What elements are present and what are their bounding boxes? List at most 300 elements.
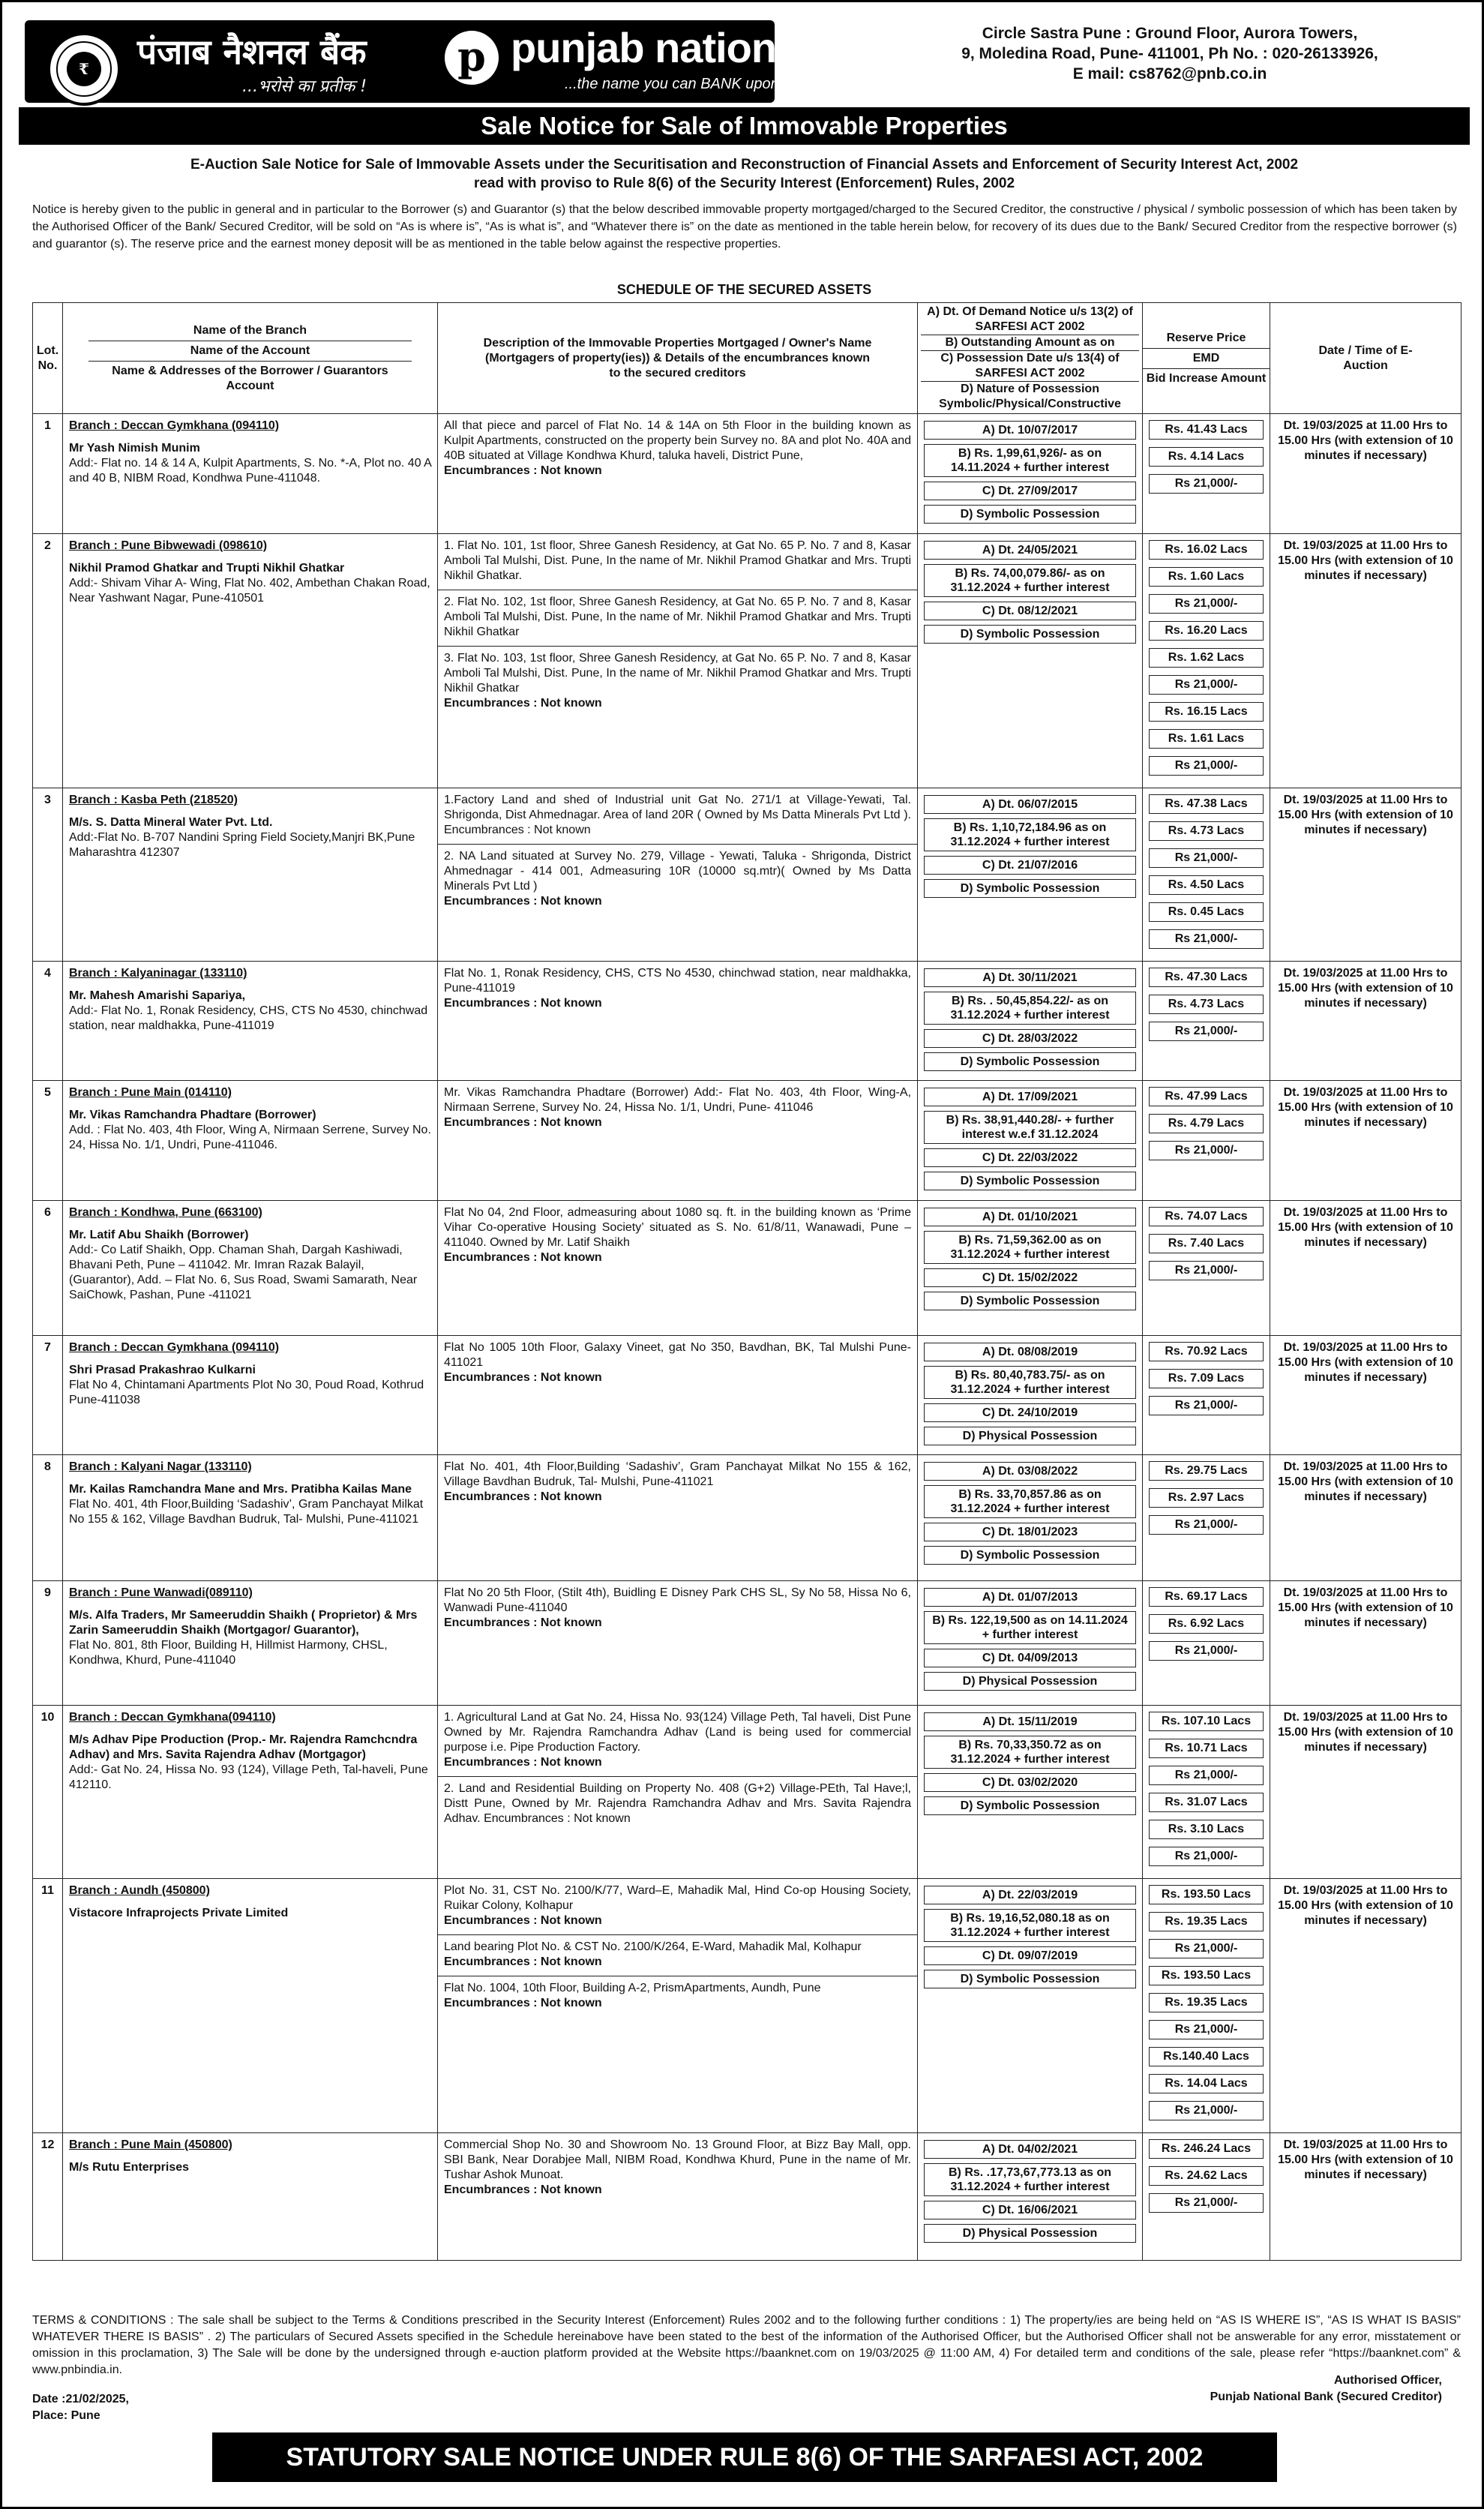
subtitle-line: read with proviso to Rule 8(6) of the Security Interest (Enforcement) Rules, 2002 [473, 176, 1015, 191]
borrower-cell [63, 2133, 438, 2261]
table-body [33, 414, 1462, 2261]
reserve-price: Rs. 47.38 Lacs [1149, 794, 1264, 814]
possession-nature: D) Symbolic Possession [924, 1052, 1136, 1071]
auction-date: Dt. 19/03/2025 at 11.00 Hrs to 15.00 Hrs (with extension of 10 minutes if necessary) [1270, 962, 1462, 1081]
property-item [444, 539, 911, 584]
auction-date: Dt. 19/03/2025 at 11.00 Hrs to 15.00 Hrs (with extension of 10 minutes if necessary) [1270, 1706, 1462, 1879]
subtitle-line: E-Auction Sale Notice for Sale of Immovable Assets under the Securitisation and Reconstruction of Financial Assets and Enforcement of Security Interest Act, 2002 [190, 157, 1299, 173]
emd-amount: Rs. 14.04 Lacs [1149, 2074, 1264, 2093]
emd-amount: Rs. 0.45 Lacs [1149, 902, 1264, 922]
possession-date: C) Dt. 16/06/2021 [924, 2201, 1136, 2219]
bank-logo-banner [25, 20, 916, 103]
reserve-cell [1143, 1201, 1270, 1336]
page-title: Sale Notice for Sale of Immovable Properties [19, 107, 1470, 145]
reserve-price: Rs. 74.07 Lacs [1149, 1207, 1264, 1226]
possession-date: C) Dt. 08/12/2021 [924, 602, 1136, 620]
lot-number: 9 [33, 1581, 63, 1706]
bid-increase: Rs 21,000/- [1149, 1766, 1264, 1785]
encumbrances: Encumbrances : Not known [444, 697, 602, 710]
reserve-group [1149, 1342, 1264, 1415]
property-item [438, 590, 917, 640]
property-item [438, 1934, 917, 1970]
bid-increase: Rs 21,000/- [1149, 1939, 1264, 1958]
branch-name: Branch : Aundh (450800) [69, 1884, 210, 1897]
encumbrances: Encumbrances : Not known [444, 895, 602, 908]
account-name: Vistacore Infraprojects Private Limited [69, 1907, 289, 1919]
property-description: Flat No. 1004, 10th Floor, Building A-2, PrismApartments, Aundh, Pune [444, 1982, 821, 1994]
subtitle [19, 155, 1470, 193]
demand-notice-date: A) Dt. 30/11/2021 [924, 968, 1136, 987]
dates-cell [918, 962, 1143, 1081]
outstanding-amount: B) Rs. . 50,45,854.22/- as on 31.12.2024 + further interest [924, 992, 1136, 1025]
demand-notice-date: A) Dt. 10/07/2017 [924, 421, 1136, 440]
lot-number: 12 [33, 2133, 63, 2261]
possession-date: C) Dt. 03/02/2020 [924, 1773, 1136, 1792]
encumbrances: Encumbrances : Not known [444, 1914, 602, 1927]
header-branch: Name of the Branch [88, 321, 412, 341]
table-row [33, 1879, 1462, 2133]
property-description: 1.Factory Land and shed of Industrial unit Gat No. 271/1 at Village-Yewati, Tal. Shrigonda, Dist Ahmednagar. Area of land 20R ( Owned by Ms Datta Minerals Pvt Ltd ). Encumbrances : Not known [444, 794, 911, 836]
reserve-group [1149, 2047, 1264, 2120]
property-item [444, 1586, 911, 1631]
dates-cell [918, 1455, 1143, 1581]
emd-amount: Rs. 1.61 Lacs [1149, 729, 1264, 749]
possession-nature: D) Symbolic Possession [924, 1292, 1136, 1310]
possession-nature: D) Symbolic Possession [924, 1796, 1136, 1815]
bank-name-hindi: पंजाब नैशनल बैंक [137, 32, 367, 72]
possession-nature: D) Symbolic Possession [924, 879, 1136, 898]
reserve-price: Rs. 193.50 Lacs [1149, 1885, 1264, 1904]
reserve-cell [1143, 1336, 1270, 1455]
reserve-cell [1143, 1581, 1270, 1706]
property-item [444, 419, 911, 479]
reserve-cell [1143, 2133, 1270, 2261]
property-cell [438, 534, 918, 788]
reserve-group [1149, 1966, 1264, 2039]
possession-date: C) Dt. 09/07/2019 [924, 1946, 1136, 1965]
demand-notice-date: A) Dt. 03/08/2022 [924, 1462, 1136, 1481]
bid-increase: Rs 21,000/- [1149, 2101, 1264, 2120]
bid-increase: Rs 21,000/- [1149, 594, 1264, 614]
reserve-cell [1143, 1081, 1270, 1201]
demand-notice-date: A) Dt. 04/02/2021 [924, 2140, 1136, 2159]
reserve-group [1149, 540, 1264, 614]
branch-name: Branch : Deccan Gymkhana (094110) [69, 1341, 280, 1354]
encumbrances: Encumbrances : Not known [444, 1756, 602, 1769]
reserve-price: Rs. 4.50 Lacs [1149, 875, 1264, 895]
encumbrances: Encumbrances : Not known [444, 1251, 602, 1264]
property-item [444, 1460, 911, 1505]
borrower-cell [63, 1201, 438, 1336]
property-description: Flat No 1005 10th Floor, Galaxy Vineet, gat No 350, Bavdhan, BK, Tal Mulshi Pune-411021 [444, 1341, 911, 1369]
property-description: Flat No 20 5th Floor, (Stilt 4th), Buidling E Disney Park CHS SL, Sy No 58, Hissa No 6, Wanwadi Pune-411040 [444, 1586, 911, 1614]
reserve-price: Rs. 16.15 Lacs [1149, 702, 1264, 722]
reserve-cell [1143, 1706, 1270, 1879]
emd-amount: Rs. 4.79 Lacs [1149, 1114, 1264, 1133]
property-cell [438, 1201, 918, 1336]
property-description: 3. Flat No. 103, 1st floor, Shree Ganesh Residency, at Gat No. 65 P. No. 7 and 8, Kasar Amboli Tal Mulshi, Dist. Pune, In the name of Mr. Nikhil Pramod Ghatkar and Mrs. Trupti Nikhil Ghatkar [444, 652, 911, 695]
borrower-address: Add:- Flat no. 14 & 14 A, Kulpit Apartments, S. No. *-A, Plot no. 40 A and 40 B, NIBM Road, Kondhwa Pune-411048. [69, 457, 431, 485]
dates-cell [918, 1201, 1143, 1336]
reserve-price: Rs. 69.17 Lacs [1149, 1587, 1264, 1607]
table-header-row [33, 303, 1462, 414]
encumbrances: Encumbrances : Not known [444, 997, 602, 1010]
emd-amount: Rs. 7.40 Lacs [1149, 1234, 1264, 1253]
reserve-group [1149, 420, 1264, 494]
emd-amount: Rs. 3.10 Lacs [1149, 1820, 1264, 1839]
header-reserve: Reserve Price [1143, 329, 1270, 349]
auction-date: Dt. 19/03/2025 at 11.00 Hrs to 15.00 Hrs (with extension of 10 minutes if necessary) [1270, 1201, 1462, 1336]
reserve-price: Rs. 193.50 Lacs [1149, 1966, 1264, 1985]
col-header-reserve [1143, 303, 1270, 414]
notice-paragraph: Notice is hereby given to the public in general and in particular to the Borrower (s) and Guarantor (s) that the below described immovable property mortgaged/charged to the Secured Creditor, the constructive / physical / symbolic possession of which has been taken by the Authorised Officer of the Bank/ Secured Creditor, will be sold on “As is where is”, “As is what is”, and “Whatever there is” on the date as mentioned in the table herein below, for recovery of its dues due to the Bank/ Secured Creditor from the respective borrower (s) and guarantor (s). The reserve price and the earnest money deposit will be as mentioned in the table below against the respective properties. [32, 203, 1457, 251]
reserve-cell [1143, 788, 1270, 962]
dates-cell [918, 1336, 1143, 1455]
possession-date: C) Dt. 28/03/2022 [924, 1029, 1136, 1048]
borrower-cell [63, 788, 438, 962]
circle-email: E mail: cs8762@pnb.co.in [1072, 65, 1267, 83]
table-row [33, 1201, 1462, 1336]
table-row [33, 788, 1462, 962]
account-name: Mr. Mahesh Amarishi Sapariya, [69, 989, 246, 1002]
header-bid: Bid Increase Amount [1146, 371, 1267, 385]
property-item [444, 1710, 911, 1770]
dates-cell [918, 1879, 1143, 2133]
property-description: 2. Flat No. 102, 1st floor, Shree Ganesh Residency, at Gat No. 65 P. No. 7 and 8, Kasar Amboli Tal Mulshi, Dist. Pune, In the name of Mr. Nikhil Pramod Ghatkar and Mrs. Trupti Nikhil Ghatkar [444, 596, 911, 638]
branch-name: Branch : Kondhwa, Pune (663100) [69, 1206, 262, 1219]
header-account: Name of the Account [88, 341, 412, 362]
reserve-group [1149, 702, 1264, 776]
emd-amount: Rs. 10.71 Lacs [1149, 1739, 1264, 1758]
reserve-price: Rs. 47.99 Lacs [1149, 1087, 1264, 1106]
account-name: Mr Yash Nimish Munim [69, 442, 200, 455]
bid-increase: Rs 21,000/- [1149, 2020, 1264, 2039]
borrower-cell [63, 1455, 438, 1581]
property-description: Flat No 04, 2nd Floor, admeasuring about 1080 sq. ft. in the building known as ‘Prime Vihar Co-operative Housing Society’ situated as S. No. 61/8/11, Wanawadi, Pune – 411040. Owned by Mr. Latif Shaikh [444, 1206, 911, 1249]
bid-increase: Rs 21,000/- [1149, 1515, 1264, 1535]
emd-amount: Rs. 19.35 Lacs [1149, 1912, 1264, 1931]
borrower-address: Add:- Flat No. 1, Ronak Residency, CHS, CTS No 4530, chinchwad station, near maldhakka, Pune-411019 [69, 1004, 428, 1032]
emd-amount: Rs. 4.73 Lacs [1149, 821, 1264, 841]
property-description: All that piece and parcel of Flat No. 14 & 14A on 5th Floor in the building known as Kulpit Apartments, constructed on the property bein Survey no. 8A and plot No. 40A and 40B situated at Village Kondhwa Khurd, taluka haveli, District Pune, [444, 419, 911, 462]
dates-cell [918, 534, 1143, 788]
auction-date: Dt. 19/03/2025 at 11.00 Hrs to 15.00 Hrs (with extension of 10 minutes if necessary) [1270, 1879, 1462, 2133]
table-row [33, 1081, 1462, 1201]
emd-amount: Rs. 24.62 Lacs [1149, 2166, 1264, 2186]
secured-assets-table [32, 302, 1462, 2261]
lot-number: 11 [33, 1879, 63, 2133]
auction-date: Dt. 19/03/2025 at 11.00 Hrs to 15.00 Hrs (with extension of 10 minutes if necessary) [1270, 534, 1462, 788]
property-description: Mr. Vikas Ramchandra Phadtare (Borrower) Add:- Flat No. 403, 4th Floor, Wing-A, Nirmaan Serrene, Survey No. 24, Hissa No. 1/1, Undri, Pune- 411046 [444, 1086, 911, 1114]
emd-amount: Rs. 7.09 Lacs [1149, 1369, 1264, 1388]
outstanding-amount: B) Rs. 71,59,362.00 as on 31.12.2024 + further interest [924, 1231, 1136, 1264]
possession-date: C) Dt. 15/02/2022 [924, 1268, 1136, 1287]
auction-date: Dt. 19/03/2025 at 11.00 Hrs to 15.00 Hrs (with extension of 10 minutes if necessary) [1270, 414, 1462, 534]
possession-nature: D) Physical Possession [924, 1427, 1136, 1445]
reserve-group [1149, 968, 1264, 1041]
dates-cell [918, 414, 1143, 534]
property-cell [438, 1879, 918, 2133]
authorised-officer [1082, 2372, 1442, 2405]
circle-address-line: Circle Sastra Pune : Ground Floor, Aurora Towers, [982, 25, 1358, 42]
property-description: Flat No. 1, Ronak Residency, CHS, CTS No 4530, chinchwad station, near maldhakka, Pune-411019 [444, 967, 911, 995]
borrower-cell [63, 1706, 438, 1879]
account-name: M/s Adhav Pipe Production (Prop.- Mr. Rajendra Ramchcndra Adhav) and Mrs. Savita Rajendra Adhav (Mortgagor) [69, 1733, 418, 1761]
reserve-cell [1143, 962, 1270, 1081]
reserve-price: Rs. 246.24 Lacs [1149, 2139, 1264, 2159]
auction-date: Dt. 19/03/2025 at 11.00 Hrs to 15.00 Hrs (with extension of 10 minutes if necessary) [1270, 1581, 1462, 1706]
property-cell [438, 788, 918, 962]
encumbrances: Encumbrances : Not known [444, 1490, 602, 1503]
col-header-dates [918, 303, 1143, 414]
demand-notice-date: A) Dt. 01/10/2021 [924, 1208, 1136, 1226]
property-description: Commercial Shop No. 30 and Showroom No. 13 Ground Floor, at Bizz Bay Mall, opp. SBI Bank, Near Dorabjee Mall, NIBM Road, Kondhwa Khurd, Pune in the name of Mr. Tushar Ashok Munoat. [444, 2138, 911, 2181]
reserve-group [1149, 1587, 1264, 1661]
encumbrances: Encumbrances : Not known [444, 1997, 602, 2009]
col-header-property: Description of the Immovable Properties Mortgaged / Owner's Name (Mortgagers of property(ies)) & Details of the encumbrances known to the secured creditors [438, 303, 918, 414]
reserve-group [1149, 621, 1264, 695]
borrower-address: Add. : Flat No. 403, 4th Floor, Wing A, Nirmaan Serrene, Survey No. 24, Hissa No. 1/1, Undri, Pune-411046. [69, 1124, 431, 1151]
outstanding-amount: B) Rs. 19,16,52,080.18 as on 31.12.2024 + further interest [924, 1909, 1136, 1942]
branch-name: Branch : Kalyaninagar (133110) [69, 967, 247, 980]
reserve-group [1149, 1207, 1264, 1280]
reserve-group [1149, 875, 1264, 949]
pnb-mark-icon: p [445, 31, 499, 85]
reserve-group [1149, 1461, 1264, 1535]
branch-name: Branch : Kalyani Nagar (133110) [69, 1460, 252, 1473]
bid-increase: Rs 21,000/- [1149, 848, 1264, 868]
auction-date: Dt. 19/03/2025 at 11.00 Hrs to 15.00 Hrs (with extension of 10 minutes if necessary) [1270, 1336, 1462, 1455]
reserve-price: Rs. 16.20 Lacs [1149, 621, 1264, 641]
outstanding-amount: B) Rs. 1,99,61,926/- as on 14.11.2024 + further interest [924, 444, 1136, 477]
outstanding-amount: B) Rs. 122,19,500 as on 14.11.2024 + further interest [924, 1611, 1136, 1644]
property-cell [438, 962, 918, 1081]
bid-increase: Rs 21,000/- [1149, 1847, 1264, 1866]
demand-notice-date: A) Dt. 06/07/2015 [924, 795, 1136, 814]
dates-cell [918, 2133, 1143, 2261]
bid-increase: Rs 21,000/- [1149, 1141, 1264, 1160]
possession-nature: D) Physical Possession [924, 1672, 1136, 1691]
outstanding-amount: B) Rs. 33,70,857.86 as on 31.12.2024 + further interest [924, 1485, 1136, 1518]
officer-title: Authorised Officer, [1333, 2374, 1442, 2387]
property-description: 1. Flat No. 101, 1st floor, Shree Ganesh Residency, at Gat No. 65 P. No. 7 and 8, Kasar Amboli Tal Mulshi, Dist. Pune, In the name of Mr. Nikhil Pramod Ghatkar and Mrs. Trupti Nikhil Ghatkar. [444, 539, 911, 582]
branch-name: Branch : Pune Main (014110) [69, 1086, 232, 1099]
col-header-lot: Lot. No. [33, 303, 63, 414]
schedule-heading: SCHEDULE OF THE SECURED ASSETS [616, 282, 872, 297]
account-name: Mr. Kailas Ramchandra Mane and Mrs. Pratibha Kailas Mane [69, 1483, 412, 1496]
emd-amount: Rs. 1.60 Lacs [1149, 567, 1264, 587]
bank-header [19, 16, 1470, 112]
lot-number: 7 [33, 1336, 63, 1455]
reserve-price: Rs. 31.07 Lacs [1149, 1793, 1264, 1812]
borrower-address: Flat No 4, Chintamani Apartments Plot No 30, Poud Road, Kothrud Pune-411038 [69, 1379, 424, 1406]
possession-date: C) Dt. 04/09/2013 [924, 1649, 1136, 1667]
notice-date: Date :21/02/2025, [32, 2393, 129, 2405]
emd-amount: Rs. 6.92 Lacs [1149, 1614, 1264, 1634]
dates-cell [918, 1706, 1143, 1879]
possession-date: C) Dt. 18/01/2023 [924, 1523, 1136, 1541]
borrower-cell [63, 1581, 438, 1706]
property-item [444, 966, 911, 1011]
reserve-price: Rs. 107.10 Lacs [1149, 1712, 1264, 1731]
reserve-group [1149, 1793, 1264, 1866]
lot-number: 1 [33, 414, 63, 534]
terms-and-conditions: TERMS & CONDITIONS : The sale shall be subject to the Terms & Conditions prescribed in the Security Interest (Enforcement) Rules 2002 and to the following further conditions : 1) The property/ies are being held on “AS IS WHERE IS”, “AS IS WHAT IS BASIS” WHATEVER THERE IS BASIS” . 2) The particulars of Secured Assets specified in the Schedule hereinabove have been stated to the best of the information of the Authorised Officer, but the Authorised Officer shall not be answerable for any error, misstatement or omission in this proclamation, 3) The Sale will be done by the undersigned through e-auction platform provided at the Website https://baanknet.com on 19/03/2025 @ 11:00 AM, 4) For detailed term and conditions of the sale, please refer “https://baanknet.com” & www.pnbindia.in. [32, 2314, 1461, 2376]
dates-cell [918, 788, 1143, 962]
borrower-address: Add:- Gat No. 24, Hissa No. 93 (124), Village Peth, Tal-haveli, Pune 412110. [69, 1763, 428, 1791]
bid-increase: Rs 21,000/- [1149, 1022, 1264, 1041]
branch-name: Branch : Deccan Gymkhana(094110) [69, 1711, 276, 1724]
property-item [444, 1205, 911, 1265]
possession-date: C) Dt. 21/07/2016 [924, 856, 1136, 875]
demand-notice-date: A) Dt. 24/05/2021 [924, 541, 1136, 560]
bid-increase: Rs 21,000/- [1149, 675, 1264, 695]
possession-nature: D) Symbolic Possession [924, 625, 1136, 644]
account-name: M/s Rutu Enterprises [69, 2161, 190, 2174]
property-cell [438, 2133, 918, 2261]
col-header-borrower [63, 303, 438, 414]
possession-date: C) Dt. 27/09/2017 [924, 482, 1136, 500]
property-item [444, 1085, 911, 1130]
col-header-auction: Date / Time of E-Auction [1270, 303, 1462, 414]
emd-amount: Rs. 4.14 Lacs [1149, 447, 1264, 467]
header-possession: C) Possession Date u/s 13(4) of SARFESI ACT 2002 [921, 351, 1139, 382]
header-demand: A) Dt. Of Demand Notice u/s 13(2) of SARFESI ACT 2002 [921, 305, 1139, 335]
reserve-cell [1143, 1455, 1270, 1581]
circle-address-line: 9, Moledina Road, Pune- 411001, Ph No. : 020-26133926, [961, 45, 1378, 62]
possession-date: C) Dt. 24/10/2019 [924, 1403, 1136, 1422]
date-place [32, 2391, 129, 2424]
table-row [33, 962, 1462, 1081]
branch-name: Branch : Pune Wanwadi(089110) [69, 1586, 253, 1599]
table-row [33, 1336, 1462, 1455]
property-cell [438, 1581, 918, 1706]
account-name: M/s. Alfa Traders, Mr Sameeruddin Shaikh ( Proprietor) & Mrs Zarin Sameeruddin Shaikh (Mortgagor/ Guarantor), [69, 1609, 418, 1637]
property-description: 2. NA Land situated at Survey No. 279, Village - Yewati, Taluka - Shrigonda, District Ahmednagar - 414 001, Admeasuring 10R (10000 sq.mtr)( Owned by Ms Datta Minerals Pvt Ltd ) [444, 850, 911, 893]
demand-notice-date: A) Dt. 08/08/2019 [924, 1343, 1136, 1361]
borrower-address: Flat No. 801, 8th Floor, Building H, Hillmist Harmony, CHSL, Kondhwa, Khurd, Pune-411040 [69, 1639, 388, 1667]
lot-number: 6 [33, 1201, 63, 1336]
possession-nature: D) Symbolic Possession [924, 505, 1136, 524]
reserve-price: Rs. 70.92 Lacs [1149, 1342, 1264, 1361]
outstanding-amount: B) Rs. 1,10,72,184.96 as on 31.12.2024 + further interest [924, 818, 1136, 851]
reserve-group [1149, 1087, 1264, 1160]
reserve-price: Rs. 41.43 Lacs [1149, 420, 1264, 440]
property-item [438, 1976, 917, 2011]
borrower-cell [63, 1879, 438, 2133]
reserve-group [1149, 794, 1264, 868]
table-row [33, 1706, 1462, 1879]
property-item [438, 1776, 917, 1826]
account-name: Mr. Latif Abu Shaikh (Borrower) [69, 1229, 249, 1241]
header-borrower: Name & Addresses of the Borrower / Guarantors Account [112, 364, 388, 392]
lot-number: 4 [33, 962, 63, 1081]
encumbrances: Encumbrances : Not known [444, 1371, 602, 1384]
emd-amount: Rs. 2.97 Lacs [1149, 1488, 1264, 1508]
borrower-address: Add:-Flat No. B-707 Nandini Spring Field Society,Manjri BK,Pune Maharashtra 412307 [69, 831, 415, 859]
property-item [444, 2138, 911, 2198]
demand-notice-date: A) Dt. 15/11/2019 [924, 1712, 1136, 1731]
dates-cell [918, 1581, 1143, 1706]
emd-amount: Rs. 4.73 Lacs [1149, 995, 1264, 1014]
property-cell [438, 1455, 918, 1581]
borrower-cell [63, 534, 438, 788]
auction-date: Dt. 19/03/2025 at 11.00 Hrs to 15.00 Hrs (with extension of 10 minutes if necessary) [1270, 2133, 1462, 2261]
borrower-address: Add:- Shivam Vihar A- Wing, Flat No. 402, Ambethan Chakan Road, Near Yashwant Nagar, Pune-410501 [69, 577, 430, 605]
borrower-address: Flat No. 401, 4th Floor,Building ‘Sadashiv’, Gram Panchayat Milkat No 155 & 162, Village Bavdhan Budruk, Tal- Mulshi, Pune-411021 [69, 1498, 424, 1526]
branch-name: Branch : Pune Main (450800) [69, 2138, 232, 2151]
account-name: Shri Prasad Prakashrao Kulkarni [69, 1364, 256, 1376]
outstanding-amount: B) Rs. 70,33,350.72 as on 31.12.2024 + further interest [924, 1736, 1136, 1769]
auction-date: Dt. 19/03/2025 at 11.00 Hrs to 15.00 Hrs (with extension of 10 minutes if necessary) [1270, 788, 1462, 962]
property-item [444, 1883, 911, 1928]
property-description: 1. Agricultural Land at Gat No. 24, Hissa No. 93(124) Village Peth, Tal haveli, Dist Pune Owned by Mr. Rajendra Ramchandra Adhav (Land is being used for commercial purpose i.e. Pipe Production Factory. [444, 1711, 911, 1754]
demand-notice-date: A) Dt. 17/09/2021 [924, 1088, 1136, 1106]
lot-number: 10 [33, 1706, 63, 1879]
reserve-price: Rs. 16.02 Lacs [1149, 540, 1264, 560]
reserve-cell [1143, 534, 1270, 788]
lot-number: 5 [33, 1081, 63, 1201]
emd-amount: Rs. 1.62 Lacs [1149, 648, 1264, 668]
outstanding-amount: B) Rs. 80,40,783.75/- as on 31.12.2024 + further interest [924, 1366, 1136, 1399]
bid-increase: Rs 21,000/- [1149, 929, 1264, 949]
reserve-group [1149, 2139, 1264, 2213]
reserve-price: Rs. 47.30 Lacs [1149, 968, 1264, 987]
bank-tagline-english: ...the name you can BANK upon ! [565, 76, 787, 92]
property-item [438, 646, 917, 711]
officer-org: Punjab National Bank (Secured Creditor) [1210, 2390, 1442, 2403]
property-item [444, 793, 911, 838]
property-item [438, 844, 917, 909]
possession-nature: D) Physical Possession [924, 2224, 1136, 2243]
property-item [444, 1340, 911, 1385]
property-description: Plot No. 31, CST No. 2100/K/77, Ward–E, Mahadik Mal, Hind Co-op Housing Society, Ruikar Colony, Kolhapur [444, 1884, 911, 1912]
reserve-group [1149, 1712, 1264, 1785]
borrower-cell [63, 414, 438, 534]
possession-nature: D) Symbolic Possession [924, 1970, 1136, 1988]
bid-increase: Rs 21,000/- [1149, 1261, 1264, 1280]
bid-increase: Rs 21,000/- [1149, 1396, 1264, 1415]
property-description: Flat No. 401, 4th Floor,Building ‘Sadashiv’, Gram Panchayat Milkat No 155 & 162, Village Bavdhan Budruk, Tal- Mulshi, Pune-411021 [444, 1460, 911, 1488]
branch-name: Branch : Pune Bibwewadi (098610) [69, 539, 268, 552]
encumbrances: Encumbrances : Not known [444, 1955, 602, 1968]
outstanding-amount: B) Rs. 38,91,440.28/- + further interest w.e.f 31.12.2024 [924, 1111, 1136, 1144]
property-cell [438, 1336, 918, 1455]
table-row [33, 534, 1462, 788]
account-name: Nikhil Pramod Ghatkar and Trupti Nikhil Ghatkar [69, 562, 345, 575]
property-description: Land bearing Plot No. & CST No. 2100/K/264, E-Ward, Mahadik Mal, Kolhapur [444, 1940, 862, 1953]
bid-increase: Rs 21,000/- [1149, 1641, 1264, 1661]
table-row [33, 2133, 1462, 2261]
bid-increase: Rs 21,000/- [1149, 2193, 1264, 2213]
demand-notice-date: A) Dt. 22/03/2019 [924, 1886, 1136, 1904]
bank-name-english: punjab national bank [511, 24, 916, 71]
reserve-price: Rs.140.40 Lacs [1149, 2047, 1264, 2066]
account-name: M/s. S. Datta Mineral Water Pvt. Ltd. [69, 816, 273, 829]
branch-name: Branch : Deccan Gymkhana (094110) [69, 419, 280, 432]
notice-place: Place: Pune [32, 2409, 100, 2422]
outstanding-amount: B) Rs. .17,73,67,773.13 as on 31.12.2024 + further interest [924, 2163, 1136, 2196]
possession-date: C) Dt. 22/03/2022 [924, 1148, 1136, 1167]
borrower-cell [63, 962, 438, 1081]
dates-cell [918, 1081, 1143, 1201]
borrower-cell [63, 1081, 438, 1201]
property-description: 2. Land and Residential Building on Property No. 408 (G+2) Village-PEth, Tal Have;l, Distt Pune, Owned by Mr. Rajendra Ramchandra Adhav and Mrs. Savita Rajendra Adhav. Encumbrances : Not known [444, 1782, 911, 1825]
borrower-address: Add:- Co Latif Shaikh, Opp. Chaman Shah, Dargah Kashiwadi, Bhavani Peth, Pune – 411042. Mr. Imran Razak Balayil, (Guarantor), Add. – Flat No. 6, Sus Road, Swami Samarath, Near SaiChowk, Pashan, Pune -411021 [69, 1244, 418, 1301]
circle-address [874, 23, 1466, 84]
outstanding-amount: B) Rs. 74,00,079.86/- as on 31.12.2024 + further interest [924, 564, 1136, 597]
possession-nature: D) Symbolic Possession [924, 1546, 1136, 1565]
